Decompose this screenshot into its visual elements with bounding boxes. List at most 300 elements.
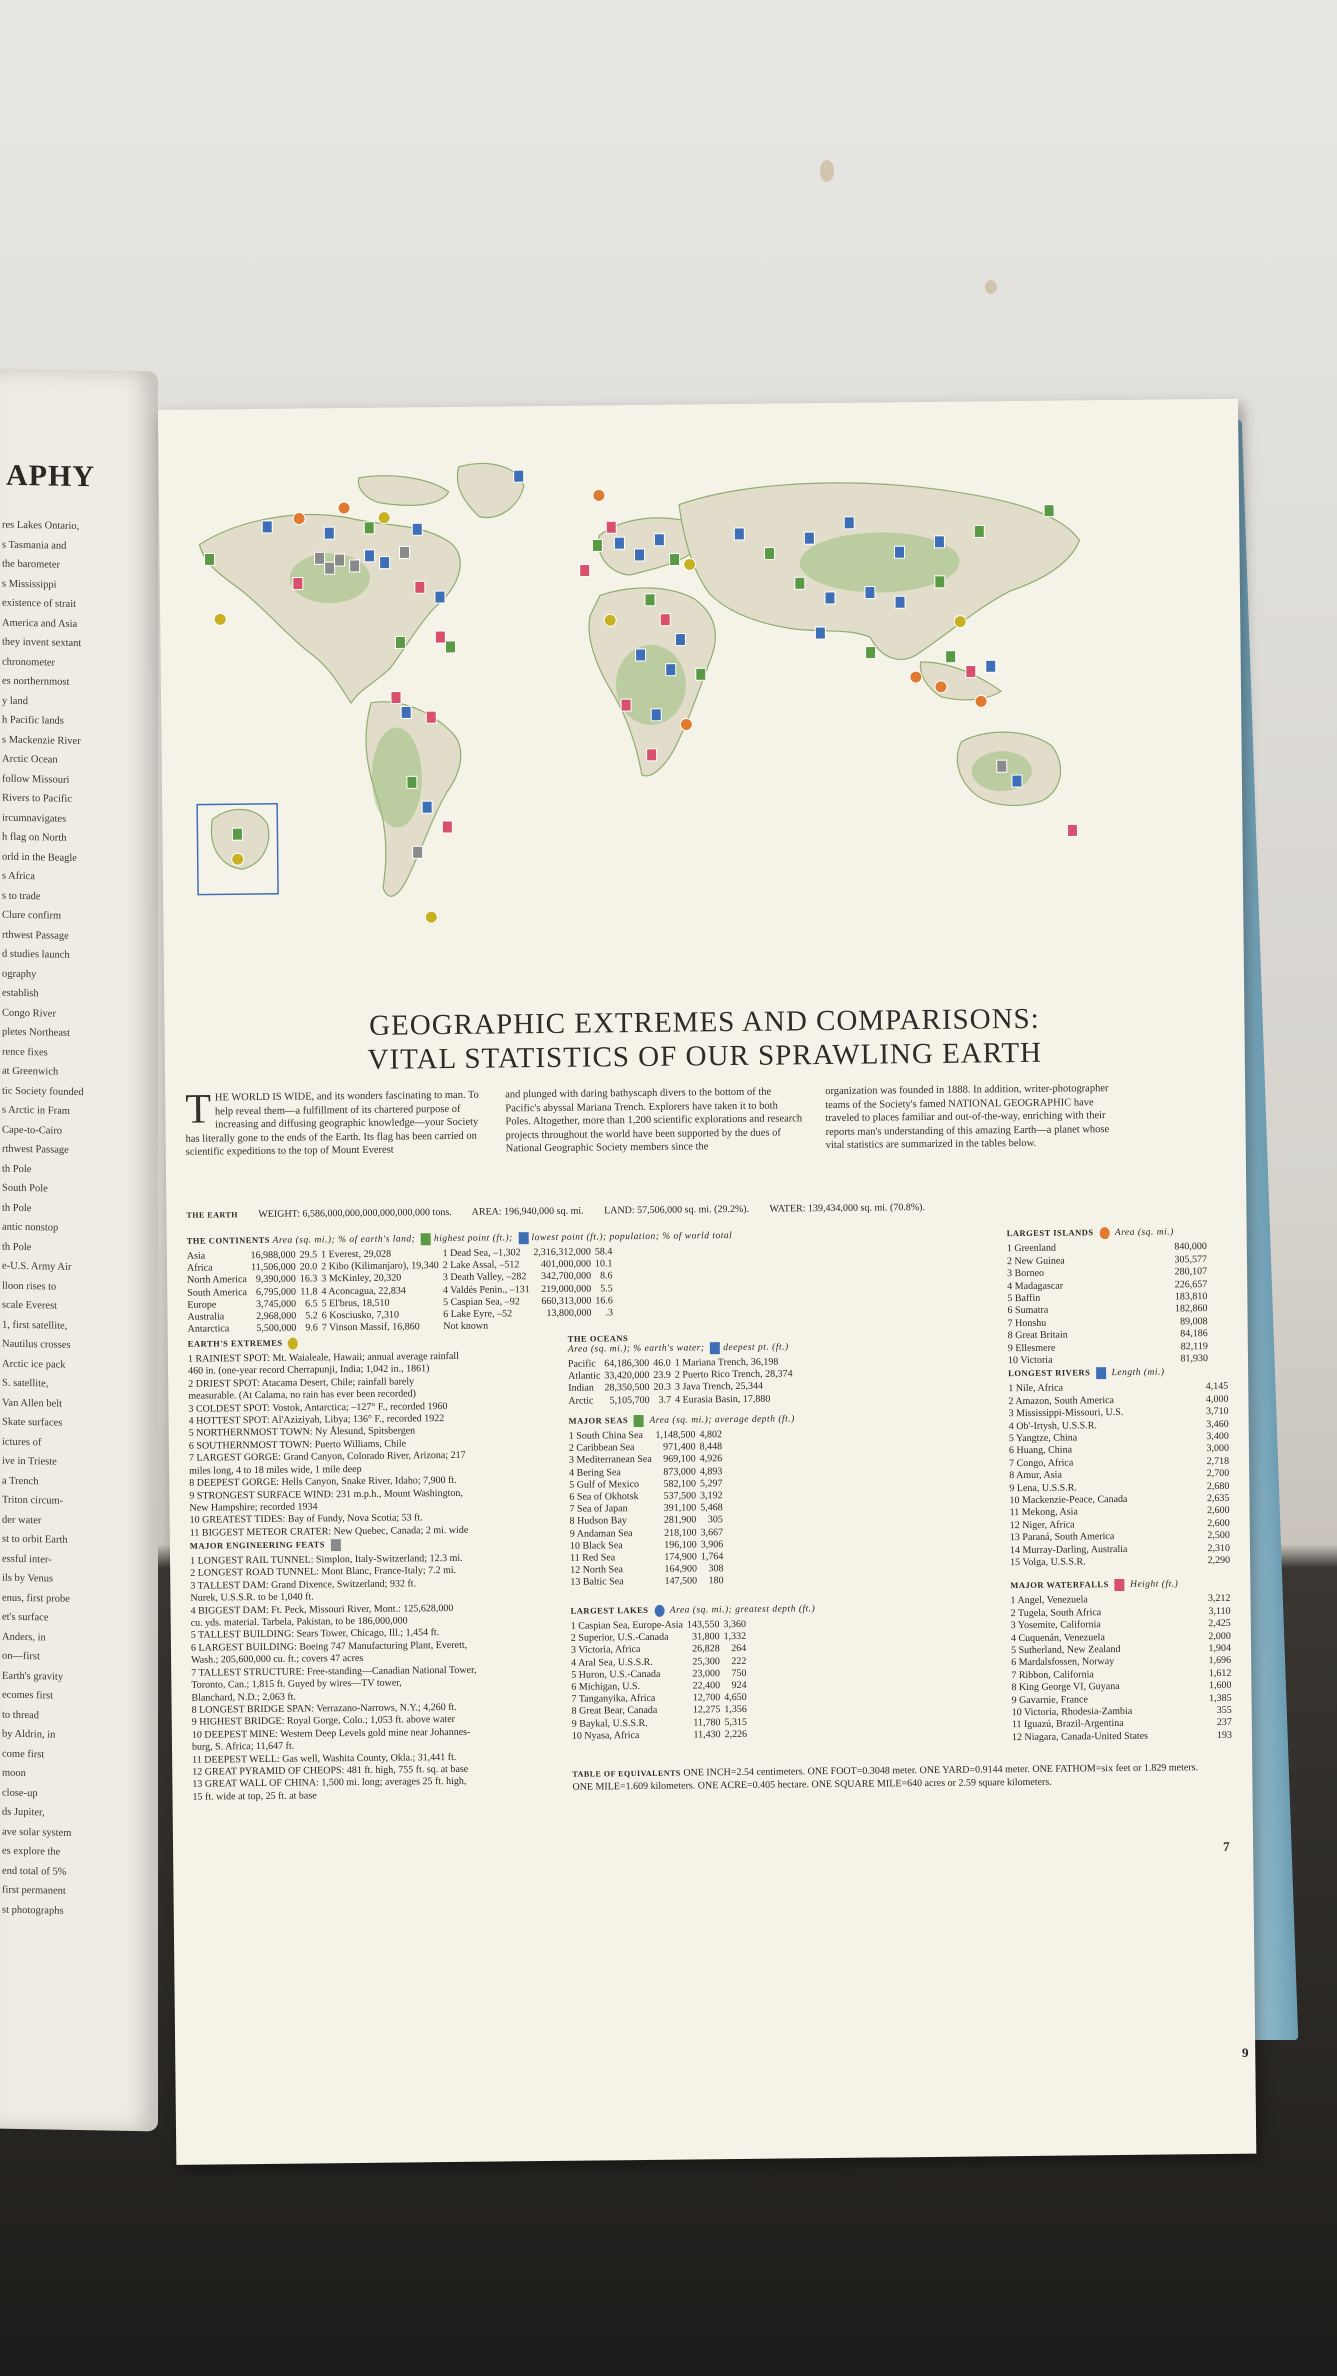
left-page-line: Arctic ice pack: [2, 1358, 66, 1371]
seas-table: [569, 1429, 728, 1589]
continent-row-cell: 2,316,312,000: [533, 1246, 591, 1259]
map-marker-deepest-point: [636, 649, 646, 661]
continents-section: [187, 1229, 828, 1336]
left-page-line: scale Everest: [2, 1299, 58, 1312]
left-page-line: der water: [2, 1514, 42, 1526]
continent-row-cell: 219,000,000: [541, 1283, 592, 1295]
sea-row-cell: 537,500: [663, 1490, 697, 1502]
left-page-line: th Pole: [2, 1241, 32, 1253]
continent-row-cell: 1 Dead Sea, –1,302: [442, 1247, 521, 1260]
left-page-header: APHY: [6, 458, 95, 494]
continent-row-cell: 3 Death Valley, –282: [442, 1271, 527, 1284]
continent-row-cell: Asia: [186, 1250, 206, 1262]
left-page-line: to thread: [2, 1709, 40, 1721]
river-item: 11 Mekong, Asia 2,600: [1009, 1505, 1230, 1519]
lake-row-cell: 222: [731, 1655, 747, 1667]
islands-header: LARGEST ISLANDS Area (sq. mi.): [1006, 1227, 1174, 1239]
sea-row: [570, 1551, 727, 1565]
engineering-item: 11 DEEPEST WELL: Gas well, Washita County, Okla.; 31,441 ft.: [192, 1751, 457, 1766]
engineering-item: Blanchard, N.D.; 2,063 ft.: [191, 1691, 296, 1704]
river-item: 12 Niger, Africa 2,600: [1009, 1517, 1230, 1532]
waterfall-icon: [1114, 1579, 1124, 1591]
sea-row-cell: 873,000: [663, 1466, 696, 1478]
engineering-item: Wash.; 205,600,000 cu. ft.; covers 47 acres: [191, 1653, 364, 1667]
next-page-number: 9: [1242, 2045, 1249, 2060]
left-page-line: Anders, in: [2, 1631, 46, 1643]
river-item: 15 Volga, U.S.S.R. 2,290: [1010, 1554, 1231, 1569]
map-marker-deepest-point: [614, 537, 624, 549]
left-page-line: rthwest Passage: [2, 1143, 69, 1156]
sea-row-cell: 305: [707, 1514, 723, 1526]
extreme-item: measurable. (At Calama, no rain has ever been recorded): [188, 1388, 417, 1403]
lake-row-cell: 25,300: [692, 1655, 720, 1668]
ocean-row-cell: 1 Mariana Trench, 36,198: [674, 1356, 779, 1369]
map-marker-deepest-point: [825, 592, 835, 604]
sea-row-cell: 174,900: [664, 1551, 697, 1563]
sea-row-cell: 391,100: [663, 1502, 697, 1515]
map-marker-highest-point: [395, 636, 405, 648]
lake-row-cell: 1 Caspian Sea, Europe-Asia: [570, 1619, 684, 1632]
left-page-line: 1, first satellite,: [2, 1319, 68, 1332]
rivers-list: [1008, 1381, 1230, 1569]
map-marker-deepest-point: [844, 517, 854, 529]
left-page-line: ds Jupiter,: [2, 1806, 45, 1819]
sea-icon: [634, 1415, 644, 1427]
left-page-line: Rivers to Pacific: [2, 792, 72, 805]
map-marker-deepest-point: [894, 546, 904, 558]
map-marker-island-marker: [338, 502, 350, 514]
lake-icon: [654, 1605, 664, 1617]
earth-weight: WEIGHT: 6,586,000,000,000,000,000,000 tons.: [258, 1206, 452, 1220]
river-item: 5 Yangtze, China 3,400: [1008, 1430, 1229, 1445]
continent-row-cell: 4 Aconcagua, 22,834: [321, 1285, 406, 1297]
rivers-header: LONGEST RIVERS Length (mi.): [1008, 1367, 1165, 1379]
map-marker-deepest-point: [804, 532, 814, 544]
world-map: [178, 439, 1184, 1009]
left-page-line: pletes Northeast: [2, 1026, 70, 1039]
ocean-row-cell: Indian: [568, 1382, 594, 1395]
map-marker-island-marker: [910, 671, 922, 683]
lake-row-cell: 6 Michigan, U.S.: [571, 1681, 641, 1693]
map-marker-lowest-point: [606, 521, 616, 533]
left-page-line: by Aldrin, in: [2, 1728, 56, 1741]
left-page-line: orld in the Beagle: [2, 851, 77, 864]
left-page-line: South Pole: [2, 1182, 48, 1195]
map-marker-deepest-point: [734, 528, 744, 540]
lakes-header: LARGEST LAKES Area (sq. mi.); greatest depth (ft.): [570, 1604, 816, 1616]
island-item: 6 Sumatra 182,860: [1007, 1303, 1208, 1317]
map-marker-highest-point: [205, 553, 215, 565]
lake-row-cell: 11,780: [693, 1716, 721, 1729]
map-marker-lowest-point: [293, 577, 303, 589]
ocean-row-cell: 23.9: [653, 1369, 671, 1382]
map-marker-lowest-point: [660, 614, 670, 626]
sea-row-cell: 3,192: [700, 1490, 723, 1502]
continent-row-cell: 660,313,000: [541, 1295, 592, 1307]
left-page-line: th Pole: [2, 1202, 32, 1214]
engineering-item: 5 TALLEST BUILDING: Sears Tower, Chicago, Ill.; 1,454 ft.: [190, 1627, 440, 1642]
continent-row-cell: Antarctica: [187, 1323, 230, 1336]
left-page-line: Cape-to-Cairo: [2, 1124, 63, 1137]
lakes-section: [571, 1601, 992, 1742]
island-item: 5 Baffin 183,810: [1007, 1291, 1208, 1305]
map-marker-lowest-point: [647, 749, 657, 761]
map-marker-lowest-point: [442, 821, 452, 833]
extreme-item: miles long, 4 to 18 miles wide, 1 mile deep: [189, 1463, 362, 1477]
left-page-line: Arctic Ocean: [2, 753, 58, 766]
lake-row-cell: 1,332: [723, 1631, 747, 1643]
left-page-line: ive in Trieste: [2, 1455, 57, 1468]
left-page-line: enus, first probe: [2, 1592, 70, 1605]
lake-row-cell: 264: [731, 1643, 747, 1655]
page-subtitle: VITAL STATISTICS OF OUR SPRAWLING EARTH: [367, 1036, 1043, 1076]
map-marker-highest-point: [592, 539, 602, 551]
seas-section: [569, 1411, 991, 1589]
continent-row-cell: 9.6: [305, 1322, 318, 1334]
lake-row-cell: 8 Great Bear, Canada: [571, 1705, 658, 1718]
earth-stats: [186, 1199, 1186, 1220]
map-marker-highest-point: [696, 668, 706, 680]
engineering-header: MAJOR ENGINEERING FEATS: [190, 1536, 570, 1553]
engineering-item: Nurek, U.S.S.R. to be 1,040 ft.: [190, 1591, 314, 1604]
left-page-line: Nautilus crosses: [2, 1338, 71, 1351]
lake-row-cell: 22,400: [692, 1680, 721, 1692]
ocean-row-cell: 46.0: [653, 1357, 671, 1369]
extreme-item: 8 DEEPEST GORGE: Hells Canyon, Snake River, Idaho; 7,900 ft.: [189, 1475, 457, 1489]
lake-row-cell: 2 Superior, U.S.-Canada: [570, 1631, 669, 1644]
sea-row-cell: 164,900: [664, 1563, 697, 1576]
waterfall-item: 8 King George VI, Guyana 1,600: [1011, 1680, 1232, 1694]
lake-row-cell: 5,315: [724, 1716, 748, 1728]
map-marker-deepest-point: [435, 591, 445, 603]
left-page-line: close-up: [2, 1787, 38, 1799]
left-page-line: the barometer: [2, 558, 61, 571]
map-marker-deepest-point: [364, 550, 374, 562]
map-marker-lowest-point: [966, 665, 976, 677]
map-marker-highest-point: [946, 651, 956, 663]
continent-row-cell: 16,988,000: [250, 1249, 296, 1262]
map-marker-island-marker: [593, 489, 605, 501]
sea-row-cell: 3,667: [700, 1526, 724, 1539]
river-item: 6 Huang, China 3,000: [1008, 1443, 1229, 1457]
map-marker-deepest-point: [1012, 775, 1022, 787]
sea-row-cell: 6 Sea of Okhotsk: [569, 1491, 639, 1503]
left-page-line: lloon rises to: [2, 1280, 57, 1293]
waterfall-item: 11 Iguazú, Brazil-Argentina 237: [1011, 1717, 1232, 1731]
waterfall-item: 4 Cuquenán, Venezuela 2,000: [1010, 1630, 1231, 1644]
ocean-row-cell: Atlantic: [568, 1370, 601, 1383]
ocean-row-cell: 28,350,500: [604, 1382, 650, 1394]
engineering-item: 7 TALLEST STRUCTURE: Free-standing—Canadian National Tower,: [191, 1664, 477, 1679]
left-page-line: establish: [2, 987, 39, 1000]
left-page-line: ircumnavigates: [2, 812, 67, 825]
continent-row-cell: 6 Kosciusko, 7,310: [321, 1309, 400, 1322]
river-icon: [1096, 1367, 1106, 1379]
map-marker-engineering-marker: [350, 560, 360, 572]
left-page-line: Earth's gravity: [2, 1670, 64, 1683]
left-page-line: th Pole: [2, 1163, 32, 1175]
rivers-section: [1008, 1365, 1230, 1570]
left-page-line: on—first: [2, 1650, 40, 1663]
lake-row-cell: 3 Victoria, Africa: [570, 1644, 641, 1657]
continent-row-cell: 8.6: [600, 1270, 613, 1282]
sea-row-cell: 5 Gulf of Mexico: [569, 1478, 640, 1491]
map-marker-extreme-marker: [954, 616, 966, 628]
extreme-item: 1 RAINIEST SPOT: Mt. Waialeale, Hawaii; annual average rainfall: [187, 1350, 460, 1365]
left-page-line: essful inter-: [2, 1553, 52, 1566]
map-marker-island-marker: [293, 512, 305, 524]
map-marker-deepest-point: [401, 706, 411, 718]
island-icon: [1099, 1227, 1109, 1239]
continent-row-cell: South America: [187, 1286, 248, 1299]
islands-section: [1007, 1225, 1208, 1368]
map-marker-highest-point: [645, 594, 655, 606]
sea-row-cell: 582,100: [663, 1478, 697, 1490]
continent-row-cell: 7 Vinson Massif, 16,860: [321, 1321, 420, 1334]
sea-row-cell: 308: [708, 1563, 724, 1575]
lake-row: [572, 1729, 751, 1743]
map-marker-lowest-point: [415, 581, 425, 593]
left-page-line: Skate surfaces: [2, 1416, 63, 1429]
engineering-item: 15 ft. wide at top, 25 ft. at base: [192, 1790, 317, 1803]
left-page-line: es explore the: [2, 1845, 61, 1858]
left-page-line: rence fixes: [2, 1046, 48, 1058]
page-number: 7: [1223, 1838, 1230, 1854]
continent-row-cell: 11,506,000: [251, 1261, 296, 1274]
map-marker-highest-point: [764, 548, 774, 560]
map-marker-deepest-point: [324, 527, 334, 539]
extreme-item: 2 DRIEST SPOT: Atacama Desert, Chile; rainfall barely: [188, 1376, 415, 1390]
sea-row-cell: 218,100: [663, 1527, 697, 1539]
map-marker-deepest-point: [634, 549, 644, 561]
ocean-row-cell: 3.7: [658, 1394, 672, 1406]
ocean-row-cell: Arctic: [568, 1395, 594, 1407]
continent-row-cell: 5 Caspian Sea, –92: [443, 1296, 520, 1308]
left-page-line: antic nonstop: [2, 1221, 59, 1234]
continent-row-cell: 11.8: [300, 1286, 318, 1298]
continent-row-cell: 13,800,000: [546, 1307, 592, 1320]
left-page-line: tic Society founded: [2, 1085, 84, 1098]
island-item: 8 Great Britain 84,186: [1007, 1328, 1208, 1342]
islands-list: [1007, 1241, 1208, 1367]
map-marker-highest-point: [795, 577, 805, 589]
sea-row-cell: 969,100: [663, 1453, 696, 1466]
continent-row-cell: .3: [605, 1307, 614, 1319]
lake-row-cell: 11,430: [693, 1729, 721, 1741]
map-marker-engineering-marker: [335, 554, 345, 566]
waterfalls-list: [1010, 1593, 1232, 1744]
atlas-page: [158, 399, 1256, 2165]
ocean-row-cell: 20.3: [653, 1382, 672, 1394]
continent-row-cell: 1 Everest, 29,028: [321, 1248, 392, 1261]
extremes-header: EARTH'S EXTREMES: [188, 1334, 548, 1351]
extreme-item: 4 HOTTEST SPOT: Al'Aziziyah, Libya; 136° F., recorded 1922: [188, 1413, 445, 1427]
lake-row-cell: 23,000: [692, 1668, 721, 1680]
map-marker-extreme-marker: [425, 911, 437, 923]
continent-row-cell: 2 Lake Assal, –512: [442, 1259, 520, 1272]
mountain-icon: [421, 1233, 431, 1245]
engineering-item: 6 LARGEST BUILDING: Boeing 747 Manufacturing Plant, Everett,: [190, 1639, 468, 1654]
continent-row-cell: Europe: [187, 1299, 217, 1311]
left-page-line: e-U.S. Army Air: [2, 1260, 72, 1273]
map-marker-highest-point: [232, 828, 242, 840]
engineering-item: 3 TALLEST DAM: Grand Dixence, Switzerland; 932 ft.: [190, 1578, 417, 1592]
river-item: 13 Paraná, South America 2,500: [1009, 1530, 1230, 1544]
left-page-line: s Mississippi: [2, 578, 57, 591]
continent-row-cell: North America: [187, 1274, 247, 1287]
left-page-line: rthwest Passage: [2, 929, 69, 942]
map-marker-island-marker: [680, 718, 692, 730]
left-page-line: S. satellite,: [2, 1377, 49, 1390]
left-page-line: es northernmost: [2, 675, 70, 688]
engineering-item: 8 LONGEST BRIDGE SPAN: Verrazano-Narrows, N.Y.; 4,260 ft.: [191, 1701, 457, 1716]
ocean-row-cell: 64,186,300: [604, 1357, 650, 1370]
continent-row-cell: 5,500,000: [256, 1322, 297, 1335]
map-marker-engineering-marker: [314, 552, 324, 564]
left-page-line: follow Missouri: [2, 773, 70, 786]
continent-row-cell: 342,700,000: [541, 1270, 592, 1283]
extremes-list: [188, 1350, 550, 1540]
left-page-text: [0, 369, 158, 1917]
waterfalls-section: [1010, 1577, 1232, 1745]
extreme-item: 7 LARGEST GORGE: Grand Canyon, Colorado River, Arizona; 217: [188, 1450, 466, 1465]
map-marker-engineering-marker: [325, 562, 335, 574]
map-marker-island-marker: [935, 681, 947, 693]
lake-row-cell: 31,800: [692, 1631, 720, 1643]
island-item: 2 New Guinea 305,577: [1006, 1253, 1208, 1267]
map-marker-deepest-point: [514, 470, 524, 482]
left-page-line: Congo River: [2, 1007, 56, 1020]
map-marker-lowest-point: [1067, 824, 1077, 836]
map-marker-deepest-point: [675, 633, 685, 645]
river-item: 10 Mackenzie-Peace, Canada 2,635: [1009, 1492, 1230, 1507]
extremes-section: [188, 1334, 550, 1540]
lake-row-cell: 9 Baykal, U.S.S.R.: [571, 1717, 648, 1730]
left-page-line: Clure confirm: [2, 909, 62, 922]
island-item: 9 Ellesmere 82,119: [1007, 1340, 1208, 1354]
left-page-line: et's surface: [2, 1611, 49, 1624]
map-marker-highest-point: [866, 646, 876, 658]
engineering-item: 10 DEEPEST MINE: Western Deep Levels gold mine near Johannes-: [191, 1726, 471, 1741]
map-marker-highest-point: [1044, 505, 1054, 517]
extreme-item: 9 STRONGEST SURFACE WIND: 231 m.p.h., Mount Washington,: [189, 1487, 463, 1502]
continent-row-cell: 6 Lake Eyre, –52: [443, 1308, 513, 1321]
drop-cap: T: [185, 1086, 212, 1133]
river-item: 2 Amazon, South America 4,000: [1008, 1393, 1229, 1407]
map-marker-extreme-marker: [214, 613, 226, 625]
lake-row-cell: 26,828: [692, 1643, 720, 1655]
map-marker-engineering-marker: [399, 546, 409, 558]
page-title: GEOGRAPHIC EXTREMES AND COMPARISONS:: [368, 1002, 1040, 1042]
map-marker-highest-point: [974, 525, 984, 537]
sea-row-cell: 1 South China Sea: [568, 1430, 643, 1442]
sea-row-cell: 2 Caribbean Sea: [568, 1442, 635, 1455]
waterfall-item: 7 Ribbon, California 1,612: [1011, 1667, 1232, 1681]
extreme-item: 5 NORTHERNMOST TOWN: Ny Ålesund, Spitsbergen: [188, 1425, 416, 1440]
sea-row-cell: 4,926: [699, 1453, 723, 1465]
ocean-depth-icon: [710, 1342, 720, 1354]
sea-row-cell: 8,448: [699, 1441, 723, 1453]
intro-text-1: HE WORLD IS WIDE, and its wonders fascinating to man. To help reveal them—a fulfillment of its chartered purpose of increasing and diffusing geographic knowledge—your Society has literally gone to the ends of the Earth. Its flag has been carried on scientific expeditions to the top of Mount Everest: [185, 1089, 479, 1158]
waterfall-item: 10 Victoria, Rhodesia-Zambia 355: [1011, 1704, 1232, 1719]
map-marker-deepest-point: [895, 596, 905, 608]
sea-row-cell: 1,764: [700, 1551, 724, 1563]
map-marker-extreme-marker: [604, 614, 616, 626]
waterfall-item: 3 Yosemite, California 2,425: [1010, 1618, 1231, 1632]
continent-row-cell: [596, 1320, 618, 1332]
left-page-line: ography: [2, 968, 37, 980]
continent-row-cell: 3,745,000: [256, 1298, 297, 1310]
left-page: [0, 369, 158, 2132]
sea-row-cell: 196,100: [664, 1539, 697, 1551]
island-item: 4 Madagascar 226,657: [1007, 1278, 1208, 1292]
island-item: 1 Greenland 840,000: [1006, 1241, 1207, 1255]
extreme-item: 3 COLDEST SPOT: Vostok, Antarctica; –127° F., recorded 1960: [188, 1400, 448, 1415]
island-item: 3 Borneo 280,107: [1007, 1266, 1208, 1280]
left-page-line: h Pacific lands: [2, 714, 64, 727]
continent-row-cell: 58.4: [594, 1246, 613, 1258]
extreme-item: 11 BIGGEST METEOR CRATER: New Quebec, Canada; 2 mi. wide: [189, 1524, 469, 1539]
engineering-item: cu. yds. material. Tarbela, Pakistan, to be 186,000,000: [190, 1615, 408, 1629]
oceans-header: THE OCEANS Area (sq. mi.); % earth's water; deepest pt. (ft.): [567, 1333, 789, 1355]
continent-row-cell: 2 Kibo (Kilimanjaro), 19,340: [321, 1260, 439, 1273]
ocean-row-cell: 3 Java Trench, 25,344: [674, 1381, 764, 1394]
sea-row-cell: 4,893: [699, 1465, 723, 1478]
oceans-table: [568, 1356, 797, 1407]
continent-row-cell: 401,000,000: [540, 1258, 591, 1271]
left-page-line: ecomes first: [2, 1689, 54, 1702]
waterfall-item: 9 Gavarnie, France 1,385: [1011, 1692, 1232, 1706]
waterfalls-header: MAJOR WATERFALLS Height (ft.): [1010, 1579, 1179, 1591]
left-page-line: end total of 5%: [2, 1865, 67, 1878]
left-page-line: Van Allen belt: [2, 1397, 63, 1410]
map-marker-deepest-point: [865, 587, 875, 599]
lake-row-cell: 12,275: [692, 1704, 721, 1716]
map-marker-highest-point: [670, 554, 680, 566]
earth-label: THE EARTH: [186, 1210, 239, 1220]
map-marker-highest-point: [364, 522, 374, 534]
continent-row-cell: [534, 1320, 596, 1333]
lakes-table: [571, 1619, 751, 1743]
waterfall-item: 1 Angel, Venezuela 3,212: [1010, 1593, 1231, 1607]
ocean-row-cell: 5,105,700: [609, 1394, 650, 1406]
sea-row-cell: 7 Sea of Japan: [569, 1503, 628, 1516]
left-page-line: h flag on North: [2, 831, 67, 844]
map-marker-highest-point: [935, 576, 945, 588]
sea-row-cell: 13 Baltic Sea: [570, 1576, 624, 1589]
lake-row-cell: 7 Tanganyika, Africa: [571, 1693, 656, 1706]
river-item: 4 Ob'-Irtysh, U.S.S.R. 3,460: [1008, 1418, 1229, 1432]
equivalents-label: TABLE OF EQUIVALENTS: [572, 1768, 681, 1779]
ocean-row: [568, 1393, 797, 1408]
left-page-line: s Africa: [2, 870, 35, 883]
island-item: 7 Honshu 89,008: [1007, 1315, 1208, 1329]
map-marker-engineering-marker: [997, 760, 1007, 772]
map-marker-lowest-point: [391, 691, 401, 703]
map-marker-deepest-point: [654, 534, 664, 546]
sea-row-cell: 5,468: [700, 1502, 723, 1514]
depth-icon: [518, 1232, 528, 1244]
sea-row-cell: 8 Hudson Bay: [569, 1515, 627, 1528]
sea-row-cell: 281,900: [663, 1514, 697, 1527]
sea-row-cell: 3,906: [700, 1539, 724, 1551]
wall-stain: [820, 160, 834, 182]
left-page-line: ils by Venus: [2, 1572, 54, 1585]
map-marker-lowest-point: [426, 711, 436, 723]
continent-row-cell: 6,795,000: [255, 1286, 297, 1298]
equivalents-text: ONE INCH=2.54 centimeters. ONE FOOT=0.3048 meter. ONE YARD=0.9144 meter. ONE FATHOM=six feet or 1.829 meters. ONE MILE=1.609 kilometers. ONE ACRE=0.405 hectare. ONE SQUARE MILE=640 acres or 2.59 square kilometers.: [572, 1762, 1199, 1793]
lake-row-cell: 12,700: [692, 1692, 721, 1704]
